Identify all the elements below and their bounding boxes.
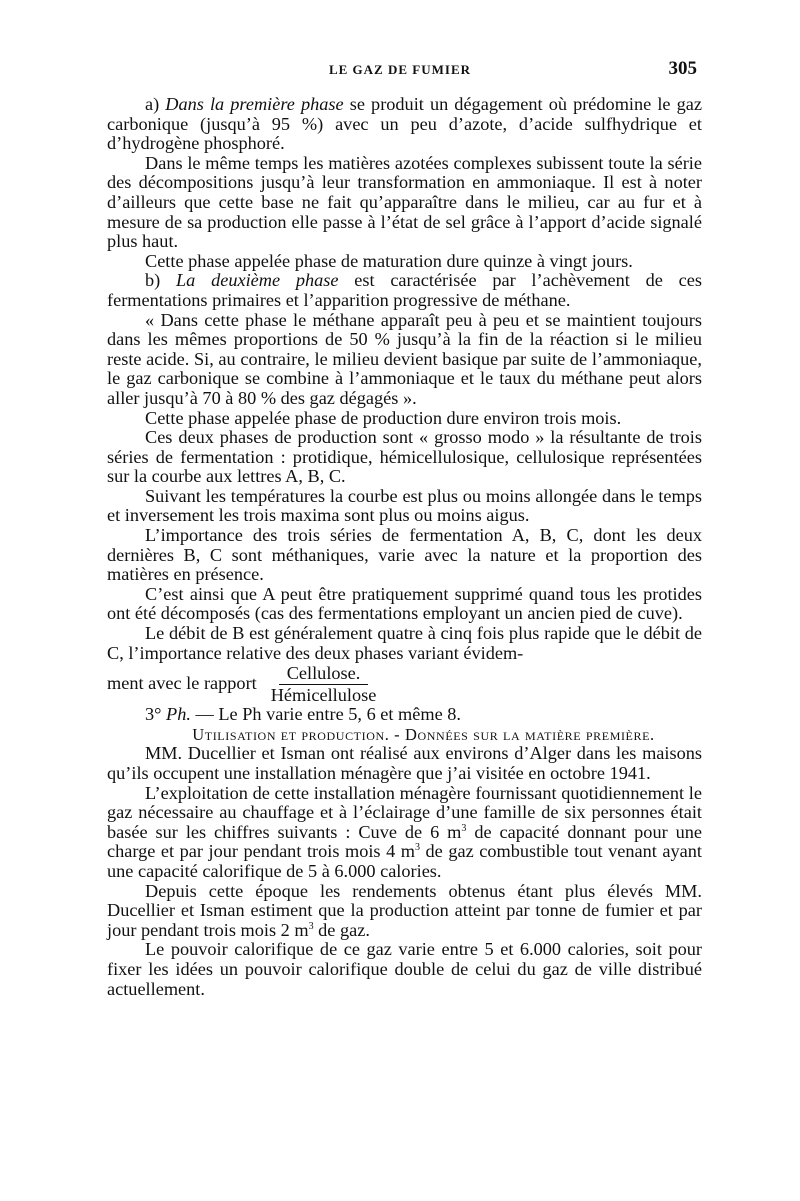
italic-term: Dans la première phase bbox=[165, 94, 344, 114]
paragraph-text: de gaz. bbox=[313, 919, 370, 940]
fraction-denominator: Hémicellulose bbox=[270, 684, 377, 705]
page-number: 305 bbox=[668, 58, 697, 79]
paragraph-text: L’exploitation de cette installation ménagère fournissant quotidiennement le gaz nécessaire au chauffage et à l’éclairage d’une famille de six personnes était basée sur les chiffres suivants : Cuve de 6 m bbox=[107, 782, 702, 842]
running-title: LE GAZ DE FUMIER bbox=[328, 62, 472, 77]
paragraph: Suivant les températures la courbe est plus ou moins allongée dans le temps et inversement les trois maxima sont plus ou moins aigus. bbox=[107, 485, 702, 526]
formula-lead-text: ment avec le rapport bbox=[107, 673, 257, 694]
fraction-numerator: Cellulose. bbox=[279, 664, 369, 685]
paragraph-installation bbox=[107, 784, 702, 882]
paragraph: Ces deux phases de production sont « grosso modo » la résultante de trois séries de fermentation : protidique, hémicellulosique, cellulosique représentées sur la courbe aux lettres A, B, C. bbox=[107, 427, 702, 487]
paragraph-yields bbox=[107, 882, 702, 941]
ph-text: — Le Ph varie entre 5, 6 et même 8. bbox=[190, 704, 461, 725]
paragraph: Cette phase appelée phase de maturation dure quinze à vingt jours. bbox=[145, 250, 633, 271]
ph-line bbox=[107, 705, 702, 725]
paragraph-text: de capacité donnant pour une charge et par jour pendant trois mois 4 m bbox=[107, 821, 702, 862]
paragraph-quote: « Dans cette phase le méthane apparaît peu à peu et se maintient toujours dans les mêmes proportions de 50 % jusqu’à la fin de la réaction si le milieu reste acide. Si, au contraire, le milieu devient basique par suite de l’ammoniaque, le gaz carbonique se combine à l’ammoniaque et le taux du méthane peut alors aller jusqu’à 70 à 80 % des gaz dégagés ». bbox=[107, 309, 702, 408]
superscript: 3 bbox=[461, 822, 467, 834]
paragraph: Le pouvoir calorifique de ce gaz varie entre 5 et 6.000 calories, soit pour fixer les idées un pouvoir calorifique double de celui du gaz de ville distribué actuellement. bbox=[107, 939, 702, 999]
paragraph-text: est caractérisée par l’achèvement de ces fermentations primaires et l’apparition progressive de méthane. bbox=[107, 270, 702, 310]
paragraph-lead: b) bbox=[145, 270, 176, 291]
superscript: 3 bbox=[415, 842, 420, 854]
italic-term: Ph. bbox=[166, 704, 191, 725]
body-text bbox=[107, 95, 702, 999]
paragraph: Le débit de B est généralement quatre à cinq fois plus rapide que le débit de C, l’importance relative des deux phases variant évidem- bbox=[107, 623, 702, 663]
paragraph-text: Depuis cette époque les rendements obtenus étant plus élevés MM. Ducellier et Isman estiment que la production atteint par tonne de fumier et par jour pendant trois mois 2 m bbox=[107, 880, 702, 940]
fraction bbox=[263, 664, 385, 705]
paragraph-second-phase bbox=[107, 271, 702, 310]
paragraph: Cette phase appelée phase de production dure environ trois mois. bbox=[145, 407, 622, 428]
italic-term: La deuxième phase bbox=[176, 270, 339, 291]
paragraph-text: se produit un dégagement où prédomine le gaz carbonique (jusqu’à 95 %) avec un peu d’azote, d’acide sulfhydrique et d’hydrogène phosphoré. bbox=[107, 94, 702, 154]
superscript: 3 bbox=[308, 920, 314, 932]
paragraph-text: de gaz combustible tout venant ayant une capacité calorifique de 5 à 6.000 calories. bbox=[107, 841, 702, 881]
paragraph: C’est ainsi que A peut être pratiquement supprimé quand tous les protides ont été décomposés (cas des fermentations employant un ancien pied de cuve). bbox=[107, 583, 702, 624]
paragraph: L’importance des trois séries de fermentation A, B, C, dont les deux dernières B, C sont méthaniques, varie avec la nature et la proportion des matières en présence. bbox=[107, 525, 702, 585]
paragraph-lead: a) bbox=[145, 94, 166, 114]
ratio-formula bbox=[107, 664, 702, 704]
paragraph: MM. Ducellier et Isman ont réalisé aux environs d’Alger dans les maisons qu’ils occupent une installation ménagère que j’ai visitée en octobre 1941. bbox=[107, 743, 702, 783]
ph-number: 3° bbox=[145, 704, 167, 725]
paragraph-first-phase bbox=[107, 95, 702, 154]
running-head bbox=[0, 58, 800, 84]
paragraph: Dans le même temps les matières azotées complexes subissent toute la série des décompositions jusqu’à leur transformation en ammoniaque. Il est à noter d’ailleurs que cette base ne fait qu’apparaître dans le milieu, car au fur et à mesure de sa production elle passe à l’état de sel grâce à l’apport d’acide signalé plus haut. bbox=[107, 152, 702, 252]
section-heading: Utilisation et production. - Données sur la matière première. bbox=[192, 724, 655, 744]
